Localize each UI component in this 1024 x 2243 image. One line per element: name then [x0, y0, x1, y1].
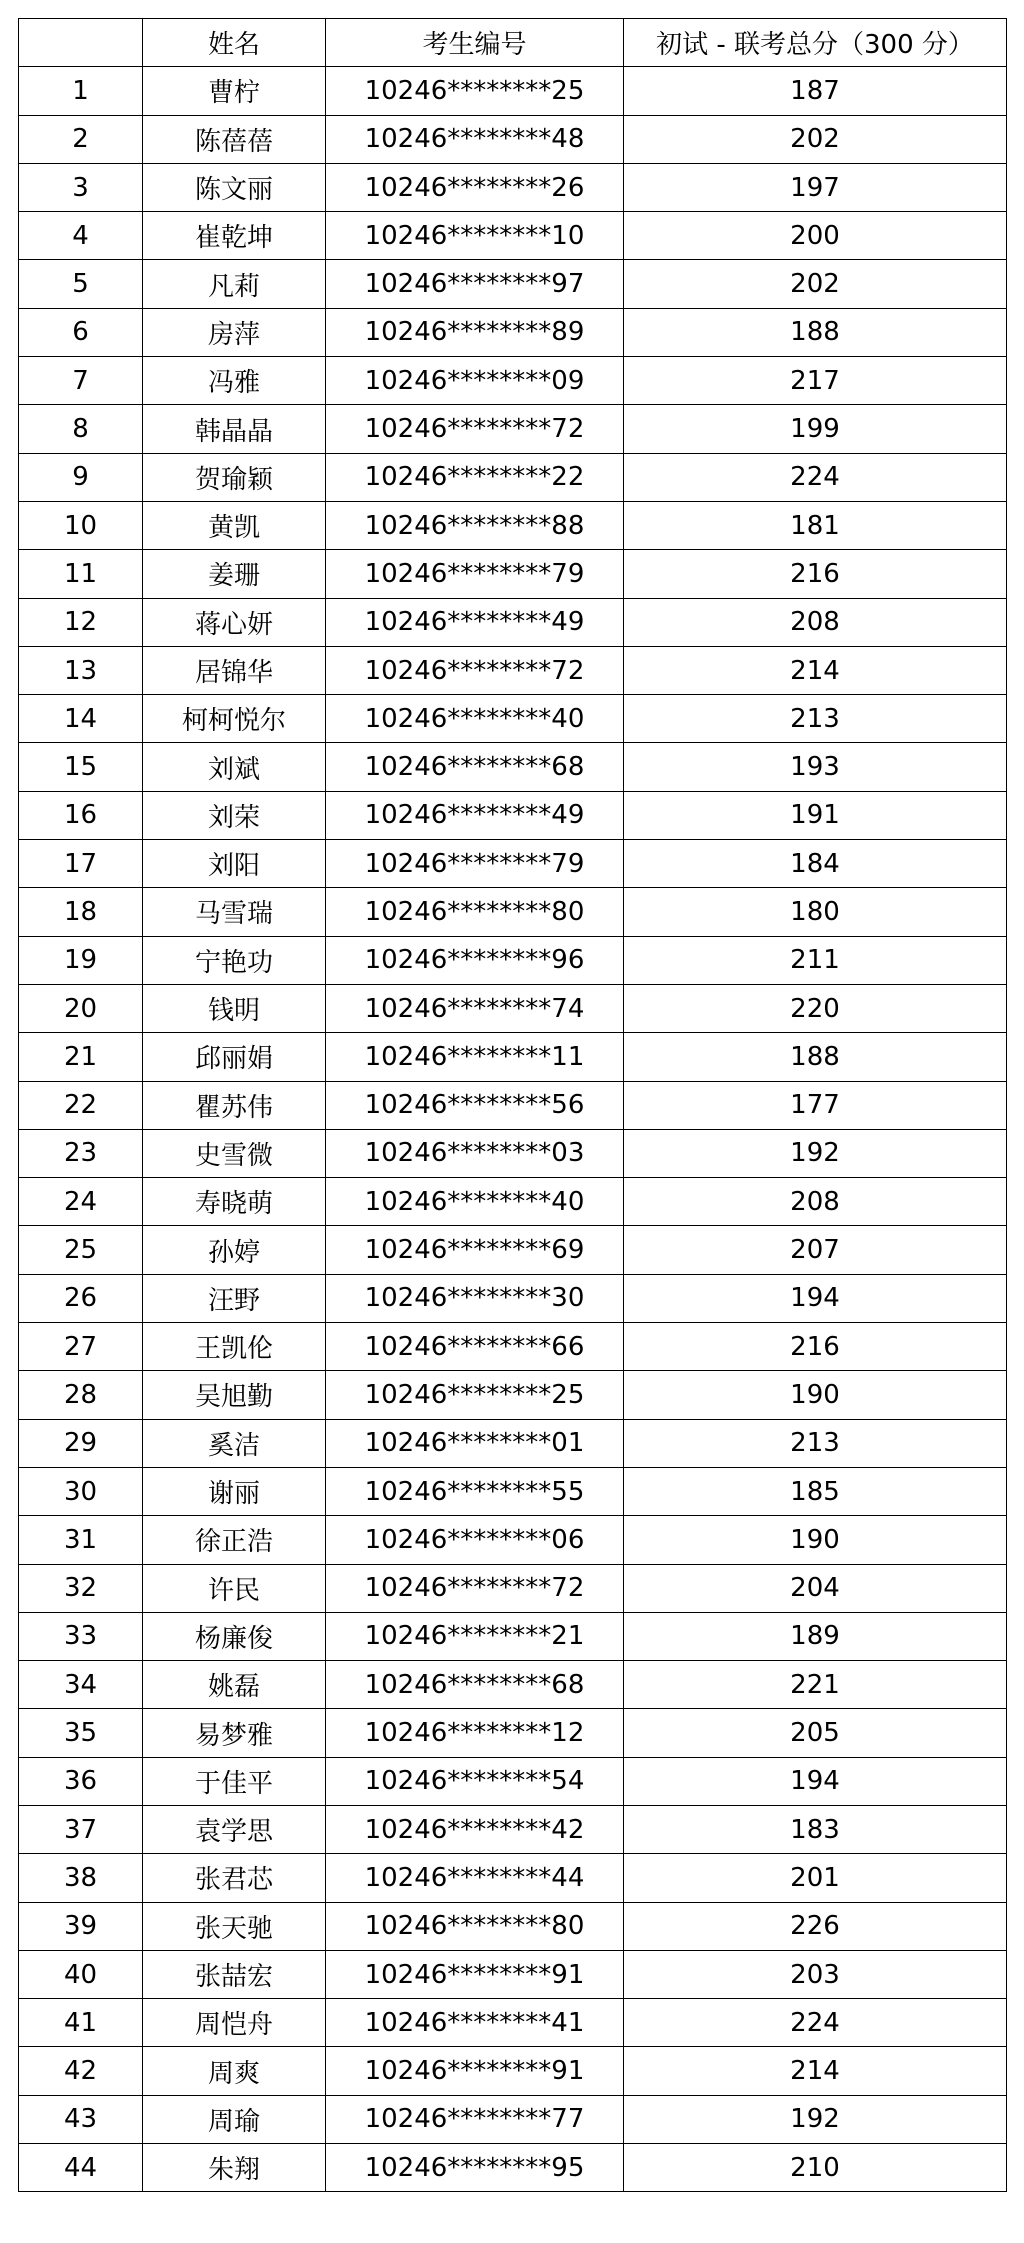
total-score: 184 — [624, 840, 1007, 888]
table-row — [19, 405, 1007, 453]
exam-id: 10246********44 — [326, 1854, 624, 1902]
exam-id: 10246********80 — [326, 1902, 624, 1950]
row-index: 18 — [19, 888, 143, 936]
row-index: 28 — [19, 1371, 143, 1419]
table-row — [19, 1081, 1007, 1129]
row-index: 10 — [19, 501, 143, 549]
total-score: 208 — [624, 1178, 1007, 1226]
total-score: 192 — [624, 1129, 1007, 1177]
table-row — [19, 1129, 1007, 1177]
total-score: 202 — [624, 260, 1007, 308]
row-index: 37 — [19, 1805, 143, 1853]
row-index: 15 — [19, 743, 143, 791]
student-name: 徐正浩 — [143, 1516, 326, 1564]
row-index: 30 — [19, 1467, 143, 1515]
total-score: 188 — [624, 308, 1007, 356]
student-name: 刘阳 — [143, 840, 326, 888]
total-score: 200 — [624, 212, 1007, 260]
total-score: 207 — [624, 1226, 1007, 1274]
total-score: 213 — [624, 1419, 1007, 1467]
row-index: 11 — [19, 550, 143, 598]
table-row — [19, 1709, 1007, 1757]
table-row — [19, 598, 1007, 646]
student-name: 姚磊 — [143, 1661, 326, 1709]
exam-id: 10246********89 — [326, 308, 624, 356]
row-index: 34 — [19, 1661, 143, 1709]
student-name: 韩晶晶 — [143, 405, 326, 453]
row-index: 36 — [19, 1757, 143, 1805]
exam-id: 10246********69 — [326, 1226, 624, 1274]
exam-id: 10246********49 — [326, 598, 624, 646]
total-score: 194 — [624, 1757, 1007, 1805]
student-name: 宁艳功 — [143, 936, 326, 984]
total-score: 217 — [624, 357, 1007, 405]
row-index: 24 — [19, 1178, 143, 1226]
student-name: 史雪微 — [143, 1129, 326, 1177]
total-score: 181 — [624, 501, 1007, 549]
total-score: 224 — [624, 1999, 1007, 2047]
student-name: 王凯伦 — [143, 1323, 326, 1371]
exam-id: 10246********41 — [326, 1999, 624, 2047]
exam-id: 10246********25 — [326, 1371, 624, 1419]
student-name: 刘荣 — [143, 791, 326, 839]
exam-id: 10246********49 — [326, 791, 624, 839]
table-row — [19, 888, 1007, 936]
exam-id: 10246********48 — [326, 115, 624, 163]
table-row — [19, 550, 1007, 598]
student-name: 杨廉俊 — [143, 1612, 326, 1660]
exam-id: 10246********80 — [326, 888, 624, 936]
exam-id: 10246********22 — [326, 453, 624, 501]
student-name: 易梦雅 — [143, 1709, 326, 1757]
row-index: 2 — [19, 115, 143, 163]
row-index: 7 — [19, 357, 143, 405]
row-index: 16 — [19, 791, 143, 839]
row-index: 20 — [19, 984, 143, 1032]
exam-id: 10246********26 — [326, 163, 624, 211]
exam-id: 10246********56 — [326, 1081, 624, 1129]
table-row — [19, 1467, 1007, 1515]
exam-id: 10246********72 — [326, 405, 624, 453]
row-index: 14 — [19, 695, 143, 743]
row-index: 9 — [19, 453, 143, 501]
row-index: 25 — [19, 1226, 143, 1274]
exam-id: 10246********54 — [326, 1757, 624, 1805]
student-name: 朱翔 — [143, 2144, 326, 2192]
exam-id: 10246********68 — [326, 1661, 624, 1709]
total-score: 226 — [624, 1902, 1007, 1950]
student-name: 黄凯 — [143, 501, 326, 549]
row-index: 22 — [19, 1081, 143, 1129]
row-index: 44 — [19, 2144, 143, 2192]
student-name: 汪野 — [143, 1274, 326, 1322]
student-name: 瞿苏伟 — [143, 1081, 326, 1129]
exam-id: 10246********40 — [326, 695, 624, 743]
table-row — [19, 1805, 1007, 1853]
table-row — [19, 1516, 1007, 1564]
header-name: 姓名 — [143, 19, 326, 67]
student-name: 张君芯 — [143, 1854, 326, 1902]
student-name: 邱丽娟 — [143, 1033, 326, 1081]
exam-id: 10246********79 — [326, 840, 624, 888]
table-body — [19, 67, 1007, 2192]
table-row — [19, 695, 1007, 743]
row-index: 4 — [19, 212, 143, 260]
exam-id: 10246********95 — [326, 2144, 624, 2192]
student-name: 张喆宏 — [143, 1950, 326, 1998]
table-row — [19, 984, 1007, 1032]
row-index: 21 — [19, 1033, 143, 1081]
table-row — [19, 1902, 1007, 1950]
row-index: 6 — [19, 308, 143, 356]
exam-id: 10246********74 — [326, 984, 624, 1032]
table-row — [19, 2047, 1007, 2095]
exam-id: 10246********25 — [326, 67, 624, 115]
table-row — [19, 1661, 1007, 1709]
exam-id: 10246********72 — [326, 1564, 624, 1612]
table-row — [19, 791, 1007, 839]
student-name: 姜珊 — [143, 550, 326, 598]
header-exam-id: 考生编号 — [326, 19, 624, 67]
row-index: 39 — [19, 1902, 143, 1950]
student-name: 吴旭勤 — [143, 1371, 326, 1419]
total-score: 214 — [624, 646, 1007, 694]
table-row — [19, 67, 1007, 115]
student-name: 许民 — [143, 1564, 326, 1612]
table-row — [19, 1323, 1007, 1371]
table-row — [19, 1419, 1007, 1467]
total-score: 183 — [624, 1805, 1007, 1853]
row-index: 31 — [19, 1516, 143, 1564]
row-index: 41 — [19, 1999, 143, 2047]
total-score: 194 — [624, 1274, 1007, 1322]
exam-id: 10246********10 — [326, 212, 624, 260]
row-index: 26 — [19, 1274, 143, 1322]
exam-id: 10246********66 — [326, 1323, 624, 1371]
table-row — [19, 2095, 1007, 2143]
row-index: 40 — [19, 1950, 143, 1998]
student-name: 陈文丽 — [143, 163, 326, 211]
exam-id: 10246********88 — [326, 501, 624, 549]
score-table — [18, 18, 1007, 2192]
exam-id: 10246********06 — [326, 1516, 624, 1564]
row-index: 38 — [19, 1854, 143, 1902]
student-name: 奚洁 — [143, 1419, 326, 1467]
row-index: 5 — [19, 260, 143, 308]
student-name: 冯雅 — [143, 357, 326, 405]
table-row — [19, 453, 1007, 501]
row-index: 32 — [19, 1564, 143, 1612]
student-name: 周爽 — [143, 2047, 326, 2095]
student-name: 刘斌 — [143, 743, 326, 791]
row-index: 23 — [19, 1129, 143, 1177]
table-row — [19, 501, 1007, 549]
table-row — [19, 840, 1007, 888]
total-score: 189 — [624, 1612, 1007, 1660]
total-score: 188 — [624, 1033, 1007, 1081]
total-score: 201 — [624, 1854, 1007, 1902]
exam-id: 10246********30 — [326, 1274, 624, 1322]
row-index: 43 — [19, 2095, 143, 2143]
exam-id: 10246********91 — [326, 2047, 624, 2095]
table-row — [19, 1178, 1007, 1226]
student-name: 曹柠 — [143, 67, 326, 115]
student-name: 崔乾坤 — [143, 212, 326, 260]
table-row — [19, 357, 1007, 405]
row-index: 33 — [19, 1612, 143, 1660]
total-score: 185 — [624, 1467, 1007, 1515]
table-row — [19, 1226, 1007, 1274]
total-score: 221 — [624, 1661, 1007, 1709]
student-name: 房萍 — [143, 308, 326, 356]
total-score: 187 — [624, 67, 1007, 115]
table-row — [19, 1274, 1007, 1322]
table-row — [19, 936, 1007, 984]
total-score: 177 — [624, 1081, 1007, 1129]
total-score: 211 — [624, 936, 1007, 984]
row-index: 13 — [19, 646, 143, 694]
student-name: 周瑜 — [143, 2095, 326, 2143]
exam-id: 10246********09 — [326, 357, 624, 405]
student-name: 寿晓萌 — [143, 1178, 326, 1226]
table-row — [19, 743, 1007, 791]
student-name: 于佳平 — [143, 1757, 326, 1805]
exam-id: 10246********96 — [326, 936, 624, 984]
row-index: 17 — [19, 840, 143, 888]
table-row — [19, 1999, 1007, 2047]
header-index — [19, 19, 143, 67]
table-row — [19, 115, 1007, 163]
table-row — [19, 1564, 1007, 1612]
student-name: 居锦华 — [143, 646, 326, 694]
student-name: 孙婷 — [143, 1226, 326, 1274]
table-row — [19, 1757, 1007, 1805]
table-row — [19, 1371, 1007, 1419]
total-score: 214 — [624, 2047, 1007, 2095]
header-total-score: 初试 - 联考总分（300 分） — [624, 19, 1007, 67]
exam-id: 10246********55 — [326, 1467, 624, 1515]
exam-id: 10246********91 — [326, 1950, 624, 1998]
exam-id: 10246********12 — [326, 1709, 624, 1757]
student-name: 陈蓓蓓 — [143, 115, 326, 163]
total-score: 220 — [624, 984, 1007, 1032]
total-score: 210 — [624, 2144, 1007, 2192]
exam-id: 10246********77 — [326, 2095, 624, 2143]
row-index: 1 — [19, 67, 143, 115]
student-name: 贺瑜颖 — [143, 453, 326, 501]
row-index: 8 — [19, 405, 143, 453]
total-score: 213 — [624, 695, 1007, 743]
table-row — [19, 1612, 1007, 1660]
exam-id: 10246********72 — [326, 646, 624, 694]
table-header-row — [19, 19, 1007, 67]
total-score: 216 — [624, 1323, 1007, 1371]
student-name: 袁学思 — [143, 1805, 326, 1853]
document-page — [18, 18, 1006, 2192]
table-row — [19, 2144, 1007, 2192]
total-score: 197 — [624, 163, 1007, 211]
total-score: 190 — [624, 1516, 1007, 1564]
total-score: 203 — [624, 1950, 1007, 1998]
total-score: 205 — [624, 1709, 1007, 1757]
total-score: 224 — [624, 453, 1007, 501]
total-score: 180 — [624, 888, 1007, 936]
total-score: 190 — [624, 1371, 1007, 1419]
table-row — [19, 1950, 1007, 1998]
total-score: 216 — [624, 550, 1007, 598]
student-name: 钱明 — [143, 984, 326, 1032]
exam-id: 10246********42 — [326, 1805, 624, 1853]
table-row — [19, 1854, 1007, 1902]
exam-id: 10246********01 — [326, 1419, 624, 1467]
table-row — [19, 646, 1007, 694]
row-index: 12 — [19, 598, 143, 646]
total-score: 191 — [624, 791, 1007, 839]
row-index: 27 — [19, 1323, 143, 1371]
total-score: 204 — [624, 1564, 1007, 1612]
student-name: 谢丽 — [143, 1467, 326, 1515]
total-score: 202 — [624, 115, 1007, 163]
exam-id: 10246********03 — [326, 1129, 624, 1177]
table-row — [19, 163, 1007, 211]
total-score: 192 — [624, 2095, 1007, 2143]
table-row — [19, 260, 1007, 308]
student-name: 柯柯悦尔 — [143, 695, 326, 743]
student-name: 马雪瑞 — [143, 888, 326, 936]
row-index: 3 — [19, 163, 143, 211]
table-row — [19, 1033, 1007, 1081]
total-score: 193 — [624, 743, 1007, 791]
student-name: 周恺舟 — [143, 1999, 326, 2047]
student-name: 张天驰 — [143, 1902, 326, 1950]
table-row — [19, 212, 1007, 260]
row-index: 35 — [19, 1709, 143, 1757]
total-score: 208 — [624, 598, 1007, 646]
row-index: 42 — [19, 2047, 143, 2095]
student-name: 凡莉 — [143, 260, 326, 308]
exam-id: 10246********97 — [326, 260, 624, 308]
student-name: 蒋心妍 — [143, 598, 326, 646]
row-index: 19 — [19, 936, 143, 984]
exam-id: 10246********21 — [326, 1612, 624, 1660]
exam-id: 10246********40 — [326, 1178, 624, 1226]
row-index: 29 — [19, 1419, 143, 1467]
exam-id: 10246********68 — [326, 743, 624, 791]
table-row — [19, 308, 1007, 356]
exam-id: 10246********79 — [326, 550, 624, 598]
total-score: 199 — [624, 405, 1007, 453]
exam-id: 10246********11 — [326, 1033, 624, 1081]
